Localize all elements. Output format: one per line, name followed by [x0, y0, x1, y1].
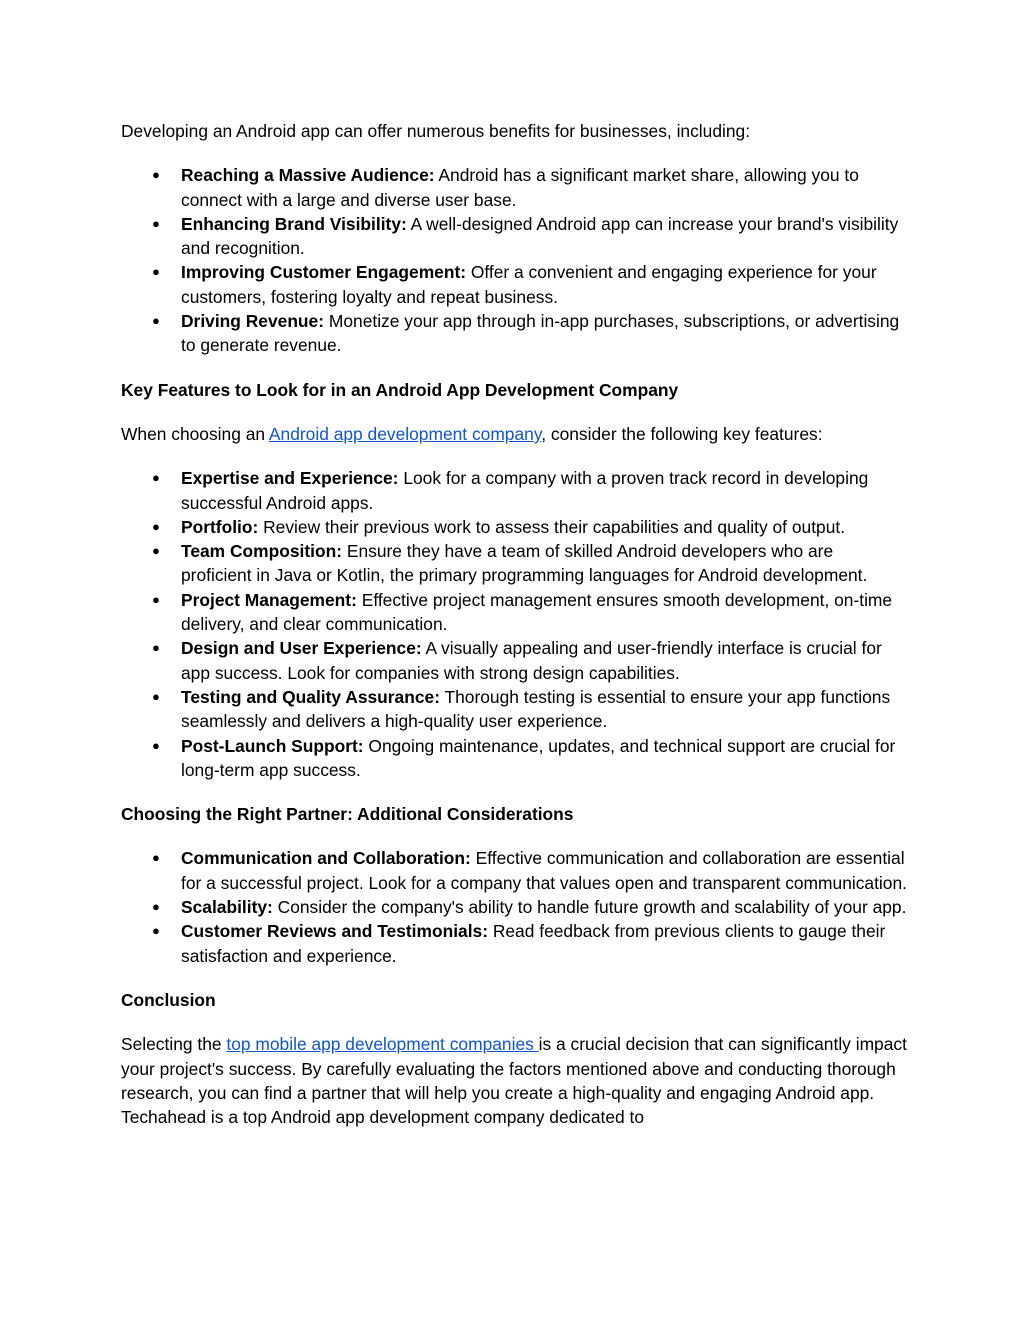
list-item-title: Improving Customer Engagement: [181, 262, 467, 283]
list-item-text: A well-designed Android app can increase your brand's visibility and recognition. [181, 213, 899, 259]
list-item-title: Expertise and Experience: [181, 468, 399, 489]
android-app-development-company-link[interactable]: Android app development company [268, 423, 542, 444]
list-item-title: Reaching a Massive Audience: [181, 165, 435, 186]
list-item [121, 734, 908, 783]
conclusion-text-before: Selecting the [121, 1034, 227, 1055]
list-item [121, 539, 908, 588]
list-item [121, 309, 908, 358]
list-item-text: Look for a company with a proven track record in developing successful Android apps. [181, 468, 869, 513]
list-item-title: Driving Revenue: [181, 311, 325, 332]
bullet-icon: ● [152, 470, 160, 486]
list-item-title: Testing and Quality Assurance: [181, 686, 440, 707]
list-item-title: Communication and Collaboration: [181, 848, 471, 869]
bullet-icon: ● [152, 167, 160, 183]
features-heading: Key Features to Look for in an Android App Development Company [121, 379, 679, 400]
list-item-title: Team Composition: [181, 541, 343, 562]
intro-paragraph: Developing an Android app can offer numerous benefits for businesses, including: [121, 121, 751, 141]
bullet-icon: ● [152, 850, 160, 866]
bullet-icon: ● [152, 640, 160, 656]
list-item [121, 515, 908, 539]
bullet-icon: ● [152, 518, 160, 534]
list-item [121, 588, 908, 637]
bullet-icon: ● [152, 215, 160, 231]
list-item-title: Scalability: [181, 897, 273, 918]
list-item-text: Consider the company's ability to handle future growth and scalability of your app. [272, 897, 907, 918]
list-item-text: A visually appealing and user-friendly interface is crucial for app success. Look for companies with strong design capabilities. [181, 638, 882, 683]
list-item [121, 212, 908, 261]
list-item-title: Post-Launch Support: [181, 735, 364, 756]
list-item-text: Thorough testing is essential to ensure your app functions seamlessly and delivers a high-quality user experience. [181, 686, 891, 732]
lead-text-after: , consider the following key features: [541, 423, 823, 444]
list-item [121, 846, 908, 895]
list-item [121, 919, 908, 968]
bullet-icon: ● [152, 688, 160, 704]
bullet-icon: ● [152, 591, 160, 607]
features-list [121, 466, 908, 782]
features-lead-paragraph [121, 422, 908, 446]
partner-heading: Choosing the Right Partner: Additional Considerations [121, 804, 574, 825]
list-item [121, 685, 908, 734]
conclusion-heading: Conclusion [121, 989, 216, 1010]
bullet-icon: ● [152, 543, 160, 559]
bullet-icon: ● [152, 923, 160, 939]
list-item-title: Portfolio: [181, 516, 259, 537]
list-item [121, 260, 908, 309]
list-item-title: Customer Reviews and Testimonials: [181, 921, 488, 942]
list-item-title: Design and User Experience: [181, 638, 422, 659]
list-item-text: Monetize your app through in-app purchases, subscriptions, or advertising to generate revenue. [181, 311, 900, 356]
list-item-text: Effective communication and collaboration are essential for a successful project. Look for a company that values open and transparent communication. [181, 848, 907, 893]
list-item-text: Read feedback from previous clients to gauge their satisfaction and experience. [181, 921, 886, 966]
lead-text-before: When choosing an [121, 423, 269, 444]
list-item-text: Ongoing maintenance, updates, and technical support are crucial for long-term app success. [181, 735, 896, 780]
list-item [121, 636, 908, 685]
list-item-title: Enhancing Brand Visibility: [181, 213, 407, 234]
list-item [121, 466, 908, 515]
list-item-title: Project Management: [181, 589, 357, 610]
considerations-list [121, 846, 908, 967]
list-item-text: Review their previous work to assess their capabilities and quality of output. [258, 516, 846, 537]
bullet-icon: ● [152, 899, 160, 915]
conclusion-text-after: is a crucial decision that can significantly impact your project's success. By carefully evaluating the factors mentioned above and conducting thorough research, you can find a partner that will help you create a high-quality and engaging Android app. Techahead is a top Android app development company dedicated to [121, 1034, 907, 1128]
bullet-icon: ● [152, 313, 160, 329]
list-item [121, 895, 908, 919]
list-item-text: Effective project management ensures smooth development, on-time delivery, and clear communication. [181, 589, 893, 635]
bullet-icon: ● [152, 264, 160, 280]
conclusion-paragraph [121, 1032, 908, 1129]
list-item [121, 163, 908, 212]
bullet-icon: ● [152, 737, 160, 753]
top-mobile-app-development-companies-link[interactable]: top mobile app development companies [226, 1034, 539, 1055]
list-item-text: Offer a convenient and engaging experience for your customers, fostering loyalty and repeat business. [181, 262, 877, 307]
list-item-text: Android has a significant market share, allowing you to connect with a large and diverse user base. [181, 165, 859, 210]
list-item-text: Ensure they have a team of skilled Android developers who are proficient in Java or Kotlin, the primary programming languages for Android development. [181, 541, 868, 586]
benefits-list [121, 163, 908, 357]
